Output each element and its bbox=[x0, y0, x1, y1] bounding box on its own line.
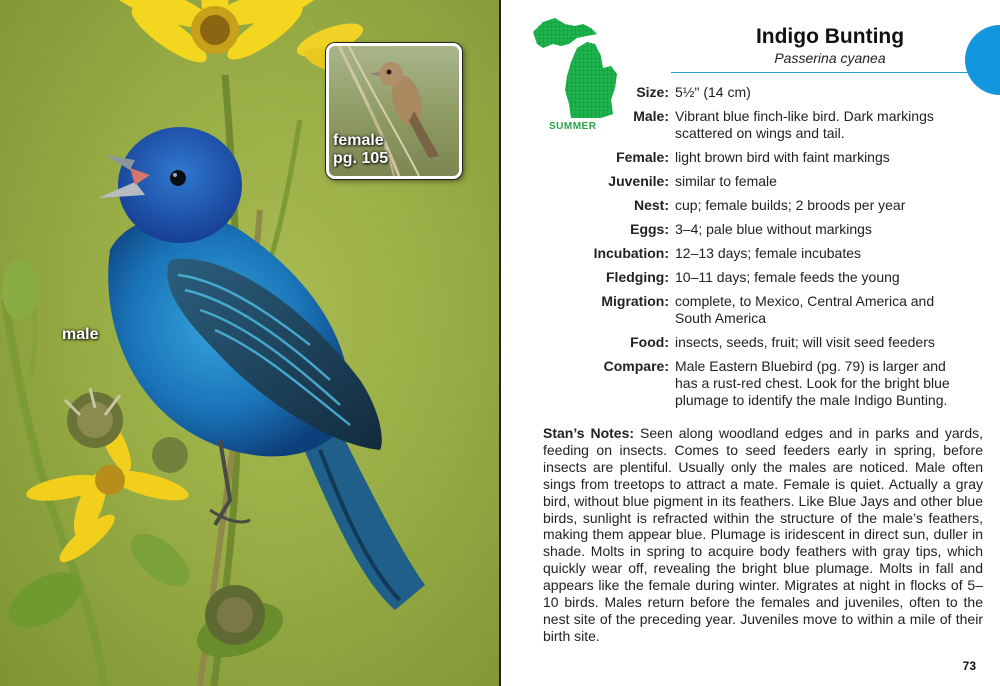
fact-value: insects, seeds, fruit; will visit seed feeders bbox=[675, 334, 935, 350]
bird-eye bbox=[170, 170, 186, 186]
fact-label: Eggs: bbox=[630, 221, 669, 237]
fact-row-nest bbox=[501, 197, 971, 214]
fact-row-female bbox=[501, 149, 971, 166]
fact-label: Compare: bbox=[603, 358, 669, 374]
fact-value: 5½" (14 cm) bbox=[675, 84, 751, 100]
fact-value: similar to female bbox=[675, 173, 777, 189]
fact-label: Migration: bbox=[601, 293, 669, 309]
title-rule bbox=[671, 72, 1000, 73]
fact-row-eggs bbox=[501, 221, 971, 238]
page-number: 73 bbox=[962, 659, 976, 673]
fact-value: 10–11 days; female feeds the young bbox=[675, 269, 900, 285]
fact-row-juvenile bbox=[501, 173, 971, 190]
fact-value: Male Eastern Bluebird (pg. 79) is larger and has a rust-red chest. Look for the bright blue plumage to identify the male Indigo Bunting. bbox=[675, 358, 950, 408]
fact-row-food bbox=[501, 334, 971, 351]
fact-row-incubation bbox=[501, 245, 971, 262]
fact-row-fledging bbox=[501, 269, 971, 286]
fact-label: Incubation: bbox=[593, 245, 669, 261]
fact-row-compare bbox=[501, 358, 971, 409]
fact-row-migration bbox=[501, 293, 971, 327]
fact-value: complete, to Mexico, Central America and South America bbox=[675, 293, 935, 326]
species-scientific-name: Passerina cyanea bbox=[774, 50, 886, 66]
male-label: male bbox=[62, 326, 99, 343]
female-label bbox=[333, 132, 388, 168]
fact-value: light brown bird with faint markings bbox=[675, 149, 890, 165]
seed-head bbox=[152, 437, 188, 473]
bird-tail bbox=[300, 430, 425, 610]
season-legend: SUMMER bbox=[549, 121, 597, 132]
fact-label: Nest: bbox=[633, 197, 669, 213]
fact-value: 12–13 days; female incubates bbox=[675, 245, 862, 261]
fact-row-male bbox=[501, 108, 971, 142]
fact-label: Female: bbox=[616, 149, 669, 165]
notes-text: Seen along woodland edges and in parks and yards, feeding on insects. Comes to seed feeders early in spring, before insects are plentiful. Usually only the males are noticed. Male often sings from treetops to attract a mate. Female is quiet. Actually a gray bird, without blue pigment in its feathers. Like Blue Jays and other blue birds, sunlight is refracted within the structure of the male’s feathers, making them appear blue. Plumage is iridescent in direct sun, duller in shade. Molts in spring to acquire body feathers with gray tips, which quickly wear off, revealing the bright blue plumage. Molts in fall and appears like the female during winter. Migrates at night in flocks of 5–10 birds. Males return before the females and juveniles, often to the nest site of the preceding year. Juveniles move to within a mile of their birth site. bbox=[543, 425, 983, 644]
fact-row-size bbox=[501, 84, 971, 101]
female-page-ref: pg. 105 bbox=[333, 150, 389, 167]
species-text-page bbox=[501, 0, 1000, 686]
plant-stem bbox=[270, 120, 300, 260]
bird-leg bbox=[215, 440, 230, 525]
fact-label: Juvenile: bbox=[608, 173, 669, 189]
fact-label: Size: bbox=[636, 84, 669, 100]
facts-list bbox=[501, 84, 971, 416]
fact-label: Fledging: bbox=[606, 269, 669, 285]
yellow-flower bbox=[104, 0, 322, 71]
notes-label: Stan’s Notes: bbox=[543, 425, 635, 441]
fact-value: 3–4; pale blue without markings bbox=[675, 221, 872, 237]
fact-label: Male: bbox=[633, 108, 669, 124]
stans-notes bbox=[543, 425, 983, 645]
seed-head bbox=[205, 585, 265, 645]
female-label-text: female bbox=[333, 132, 384, 149]
seed-head bbox=[65, 388, 123, 448]
fact-value: cup; female builds; 2 broods per year bbox=[675, 197, 906, 213]
fact-label: Food: bbox=[630, 334, 669, 350]
species-common-name: Indigo Bunting bbox=[755, 25, 905, 48]
fact-value: Vibrant blue finch-like bird. Dark markings scattered on wings and tail. bbox=[675, 108, 934, 141]
